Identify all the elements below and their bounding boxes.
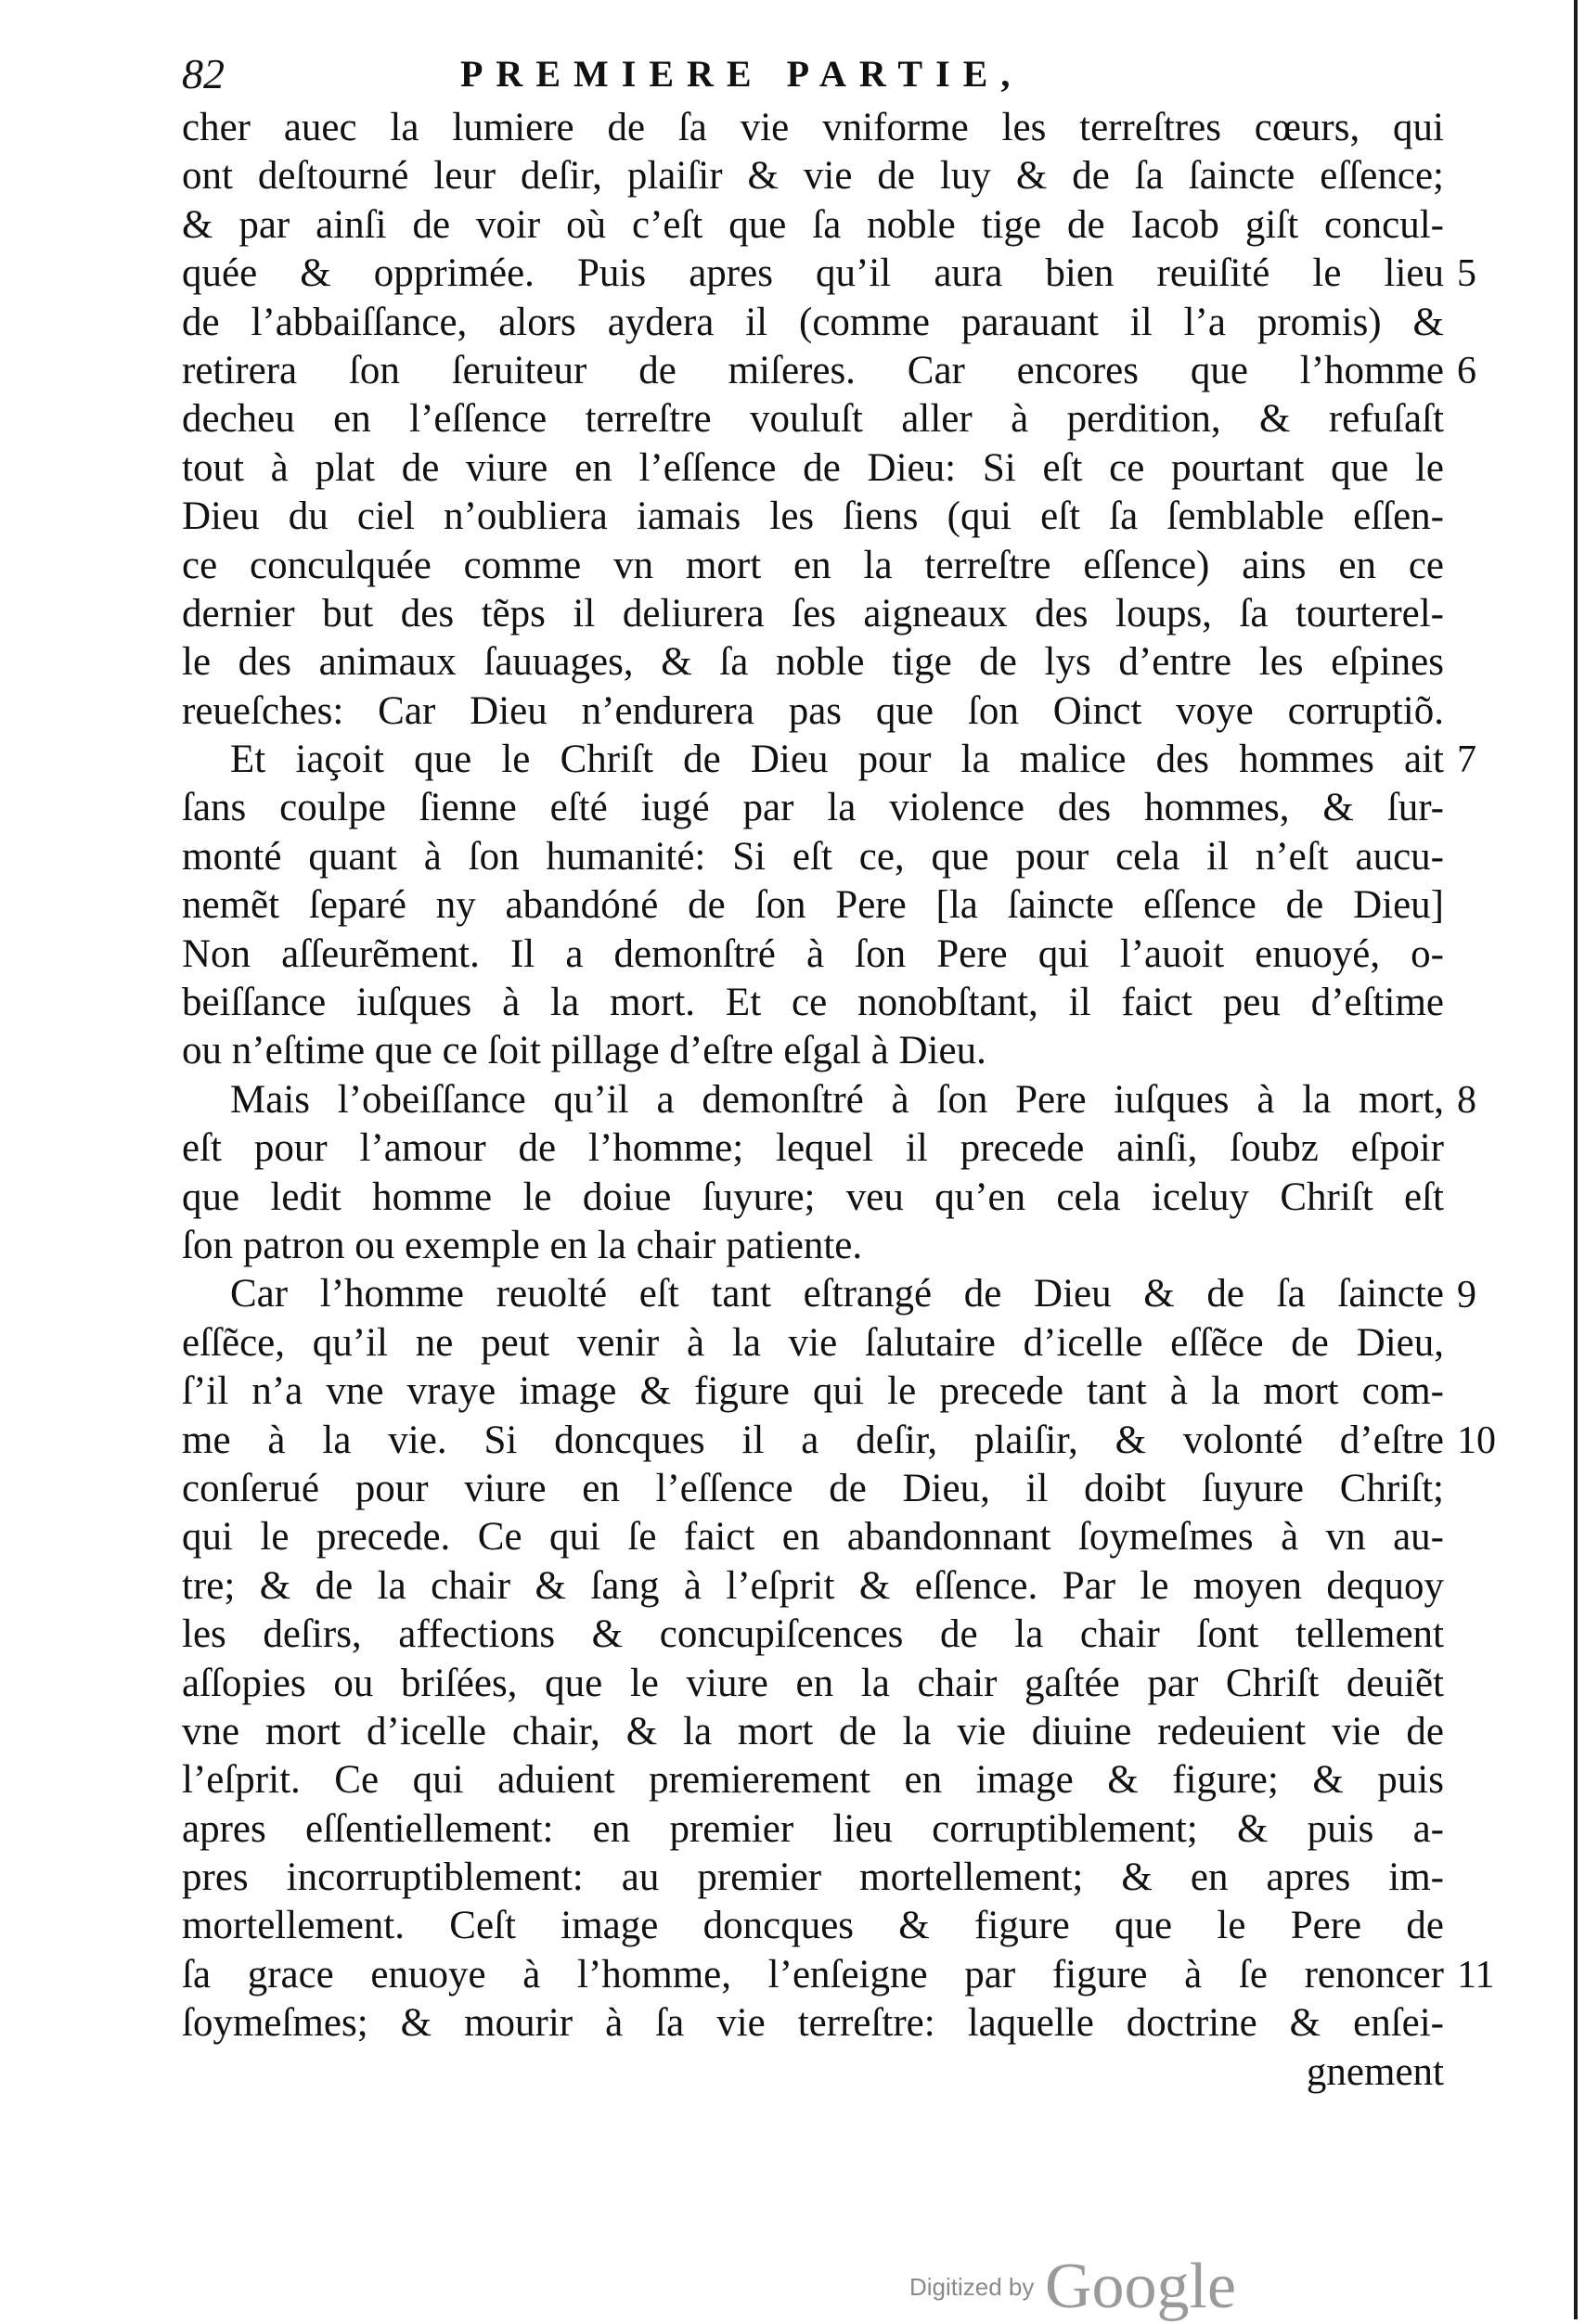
text-line: Car l’homme reuolté eſt tant eſtrangé de Dieu & de ſa ſaincte xyxy=(230,1272,1444,1316)
text-line: cher auec la lumiere de ſa vie vniforme les terreſtres cœurs, qui xyxy=(182,106,1444,149)
text-line: monté quant à ſon humanité: Si eſt ce, que pour cela il n’eſt aucu- xyxy=(182,834,1444,879)
text-line: reueſches: Car Dieu n’endurera pas que ſon Oinct voye corruptiõ. xyxy=(182,688,1444,733)
page-header xyxy=(182,45,1444,104)
text-line: vne mort d’icelle chair, & la mort de la vie diuine redeuient vie de xyxy=(182,1709,1444,1753)
text-line: qui le precede. Ce qui ſe faict en abandonnant ſoymeſmes à vn au- xyxy=(182,1515,1444,1560)
text-line: & par ainſi de voir où c’eſt que ſa noble tige de Iacob giſt concul- xyxy=(182,202,1444,247)
google-watermark: Google xyxy=(1045,2251,1237,2322)
text-line: ſa grace enuoye à l’homme, l’enſeigne par figure à ſe renoncer xyxy=(182,1952,1444,1997)
text-line: ſon patron ou exemple en la chair patiente. xyxy=(182,1223,863,1267)
text-line: de l’abbaiſſance, alors aydera il (comme parauant il l’a promis) & xyxy=(182,300,1444,344)
margin-verse-number: 6 xyxy=(1457,350,1476,392)
margin-verse-number: 11 xyxy=(1457,1954,1495,1997)
text-line: quée & opprimée. Puis apres qu’il aura bien reuiſité le lieu xyxy=(182,251,1444,296)
margin-verse-number: 7 xyxy=(1457,738,1476,781)
catchword: gnement xyxy=(1306,2049,1444,2094)
text-line: eſt pour l’amour de l’homme; lequel il precede ainſi, ſoubz eſpoir xyxy=(182,1126,1444,1171)
text-line: que ledit homme le doiue ſuyure; veu qu’en cela iceluy Chriſt eſt xyxy=(182,1175,1444,1219)
text-line: mortellement. Ceſt image doncques & figure que le Pere de xyxy=(182,1904,1444,1948)
text-line: Mais l’obeiſſance qu’il a demonſtré à ſon Pere iuſques à la mort, xyxy=(230,1077,1444,1122)
margin-verse-number: 5 xyxy=(1457,252,1476,295)
text-line: pres incorruptiblement: au premier mortellement; & en apres im- xyxy=(182,1855,1444,1900)
text-line: ſans coulpe ſienne eſté iugé par la violence des hommes, & ſur- xyxy=(182,786,1444,830)
text-line: eſſẽce, qu’il ne peut venir à la vie ſalutaire d’icelle eſſẽce de Dieu, xyxy=(182,1320,1444,1365)
text-line: les deſirs, affections & concupiſcences de la chair ſont tellement xyxy=(182,1612,1444,1657)
text-line: ont deſtourné leur deſir, plaiſir & vie de luy & de ſa ſaincte eſſence; xyxy=(182,154,1444,199)
text-line: Non aſſeurẽment. Il a demonſtré à ſon Pere qui l’auoit enuoyé, o- xyxy=(182,931,1444,976)
text-line: tre; & de la chair & ſang à l’eſprit & eſſence. Par le moyen dequoy xyxy=(182,1563,1444,1608)
text-line: retirera ſon ſeruiteur de miſeres. Car encores que l’homme xyxy=(182,348,1444,392)
page-edge-rule xyxy=(1574,0,1578,2319)
text-line: ſoymeſmes; & mourir à ſa vie terreſtre: laquelle doctrine & enſei- xyxy=(182,2001,1444,2046)
text-line: tout à plat de viure en l’eſſence de Dieu: Si eſt ce pourtant que le xyxy=(182,445,1444,490)
text-line: conſerué pour viure en l’eſſence de Dieu, il doibt ſuyure Chriſt; xyxy=(182,1466,1444,1510)
running-head: PREMIERE PARTIE, xyxy=(460,53,1024,95)
margin-verse-number: 9 xyxy=(1457,1274,1476,1316)
text-line: aſſopies ou briſées, que le viure en la chair gaſtée par Chriſt deuiẽt xyxy=(182,1661,1444,1705)
text-line: le des animaux ſauuages, & ſa noble tige de lys d’entre les eſpines xyxy=(182,640,1444,685)
digitized-by-label: Digitized by xyxy=(909,2273,1035,2301)
text-line: ce conculquée comme vn mort en la terreſtre eſſence) ains en ce xyxy=(182,543,1444,587)
text-line: dernier but des tẽps il deliurera ſes aigneaux des loups, ſa tourterel- xyxy=(182,591,1444,636)
text-line: me à la vie. Si doncques il a deſir, plaiſir, & volonté d’eſtre xyxy=(182,1418,1444,1462)
text-line: decheu en l’eſſence terreſtre vouluſt aller à perdition, & refuſaſt xyxy=(182,397,1444,442)
text-line: nemẽt ſeparé ny abandóné de ſon Pere [la ſaincte eſſence de Dieu] xyxy=(182,883,1444,928)
text-line: l’eſprit. Ce qui aduient premierement en image & figure; & puis xyxy=(182,1758,1444,1803)
margin-verse-number: 10 xyxy=(1457,1419,1496,1462)
text-line: apres eſſentiellement: en premier lieu corruptiblement; & puis a- xyxy=(182,1806,1444,1851)
text-line: Et iaçoit que le Chriſt de Dieu pour la malice des hommes ait xyxy=(230,738,1444,782)
text-line: Dieu du ciel n’oubliera iamais les ſiens (qui eſt ſa ſemblable eſſen- xyxy=(182,494,1444,539)
page-number: 82 xyxy=(182,50,225,97)
text-line: ou n’eſtime que ce ſoit pillage d’eſtre eſgal à Dieu. xyxy=(182,1029,986,1073)
text-line: ſ’il n’a vne vraye image & figure qui le precede tant à la mort com- xyxy=(182,1369,1444,1414)
body-text xyxy=(182,104,1444,2097)
text-line: beiſſance iuſques à la mort. Et ce nonobſtant, il faict peu d’eſtime xyxy=(182,981,1444,1025)
margin-verse-number: 8 xyxy=(1457,1079,1476,1122)
